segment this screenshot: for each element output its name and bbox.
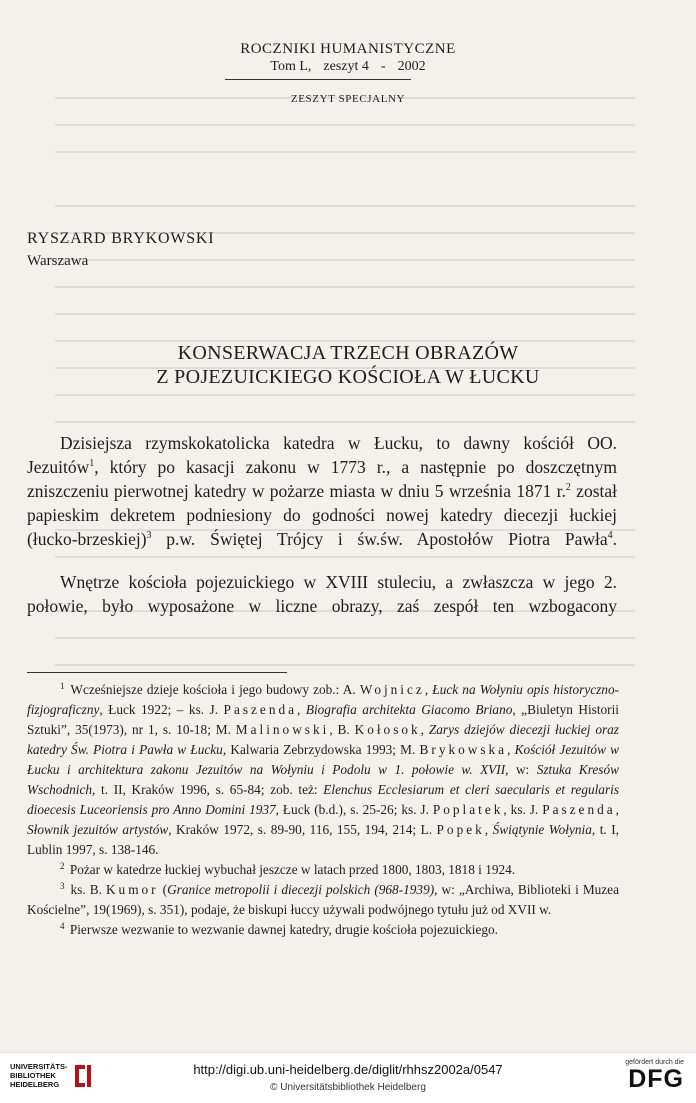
viewer-footer (0, 1052, 696, 1103)
page-url-link[interactable]: http://digi.ub.uni-heidelberg.de/diglit/rhhsz2002a/0547 (193, 1062, 503, 1077)
footnotes (27, 680, 619, 940)
copyright-text: © Universitätsbibliothek Heidelberg (270, 1082, 426, 1093)
footnote-4: $^4$ Pierwsze wezwanie to wezwanie dawnej katedry, drugie kościoła pojezuickiego. (60, 920, 498, 937)
author-affiliation: Warszawa (27, 253, 89, 269)
footnote-1: $^1$ Wcześniejsze dzieje kościoła i jego budowy zob.: A. Wojnicz, Łuck na Wołyniu opis historyczno-fizjograficzny, Łuck 1922; – ks. J. Paszenda, Biografia architekta Giacomo Briano, „Biuletyn Historii Sztuki”, 35(1973), nr 1, s. 10-18; M. Malinowski, B. Kołosok, Zarys dziejów diecezji łuckiej oraz katedry Św. Piotra i Pawła w Łucku, Kalwaria Zebrzydowska 1993; M. Brykowska, Kościół Jezuitów w Łucku i architektura zakonu Jezuitów na Wołyniu i Podolu w 1. połowie w. XVII, w: Sztuka Kresów Wschodnich, t. II, Kraków 1996, s. 65-84; zob. też: Elenchus Ecclesiarum et cleri saecularis et regularis dioecesis Luceoriensis pro Anno Domini 1937, Łuck (b.d.), s. 25-26; ks. J. Poplatek, ks. J. Paszenda, Słownik jezuitów artystów, Kraków 1972, s. 89-90, 116, 155, 194, 214; L. Popek, Świątynie Wołynia, t. I, Lublin 1997, s. 138-146. (27, 680, 620, 857)
footnote-ref-3[interactable]: 3 (146, 530, 152, 542)
dash: - (380, 59, 386, 74)
ub-heidelberg-logo[interactable]: UNIVERSITÄTS- BIBLIOTHEK HEIDELBERG (10, 1062, 94, 1089)
dfg-logo[interactable]: gefördert durch die DFG (625, 1059, 684, 1093)
title-line-1: KONSERWACJA TRZECH OBRAZÓW (177, 342, 519, 364)
footnote-ref-1[interactable]: 1 (89, 458, 95, 470)
footnote-ref-2[interactable]: 2 (565, 482, 571, 494)
year: 2002 (397, 59, 426, 74)
body-paragraph-1: Dzisiejsza rzymskokatolicka katedra w Łucku, to dawny kościół OO. Jezuitów$^1$, który po kasacji zakonu w 1773 r., a następnie po doszczętnym zniszczeniu pierwotnej katedry w pożarze miasta w dniu 5 września 1871 r.$^2$ został papieskim dekretem podniesiony do godności nowej katedry diecezji łuckiej (łucko-brzeskiej)$^3$ p.w. Świętej Trójcy i św.św. Apostołów Piotra Pawła$^4$. (27, 433, 617, 549)
article-title (0, 341, 696, 389)
footnote-ref-4[interactable]: 4 (607, 530, 613, 542)
special-issue-label: ZESZYT SPECJALNY (290, 93, 406, 105)
volume: Tom L, (270, 59, 312, 74)
title-line-2: Z POJEZUICKIEGO KOŚCIOŁA W ŁUCKU (156, 366, 540, 388)
body-paragraph-2: Wnętrze kościoła pojezuickiego w XVIII stuleciu, a zwłaszcza w jego 2. połowie, było wyposażone w liczne obrazy, zaś zespół ten wzbogacony (27, 572, 617, 616)
footnote-3: $^3$ ks. B. Kumor (Granice metropolii i diecezji polskich (968-1939), w: „Archiwa, Biblioteki i Muzea Kościelne”, 19(1969), s. 351), podaje, że biskupi łuccy używali podwójnego tytułu już od XVII w. (27, 880, 619, 917)
journal-title: ROCZNIKI HUMANISTYCZNE (240, 41, 456, 57)
footnote-rule (27, 672, 287, 673)
footnote-2: $^2$ Pożar w katedrze łuckiej wybuchał jeszcze w latach przed 1800, 1803, 1818 i 1924. (60, 860, 516, 877)
author-name: RYSZARD BRYKOWSKI (27, 230, 215, 247)
header-rule (225, 79, 411, 80)
journal-volume-line (0, 58, 696, 76)
issue: zeszyt 4 (323, 59, 369, 74)
